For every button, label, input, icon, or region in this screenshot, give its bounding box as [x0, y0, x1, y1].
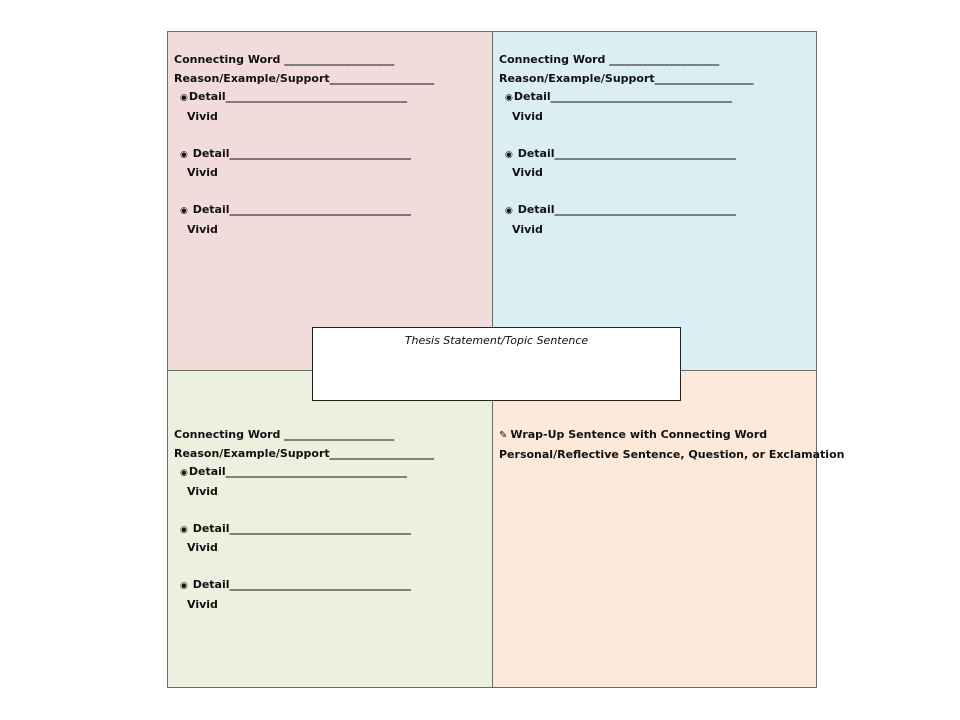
detail-line [174, 201, 492, 221]
detail-line [174, 520, 492, 540]
thesis-label: Thesis Statement/Topic Sentence [404, 334, 589, 347]
vivid-line: Vivid [187, 166, 218, 179]
detail-line [499, 201, 816, 221]
eye-icon: ◉ [180, 581, 188, 591]
quadrant-top-left [168, 32, 493, 371]
connecting-word-line: Connecting Word ____________________ [174, 53, 395, 66]
vivid-line: Vivid [187, 597, 218, 611]
wrapup-line [499, 426, 816, 446]
connecting-word-line: Connecting Word ____________________ [174, 428, 395, 441]
detail-text: Detail_________________________________ [188, 146, 412, 160]
vivid-line: Vivid [187, 484, 218, 498]
vivid-line: Vivid [512, 166, 543, 179]
wrapup-text: Wrap-Up Sentence with Connecting Word [510, 428, 768, 441]
vivid-line: Vivid [512, 109, 543, 123]
vivid-line: Vivid [187, 541, 218, 554]
thesis-box [312, 327, 681, 401]
detail-line [174, 145, 492, 165]
vivid-line: Vivid [187, 222, 218, 236]
detail-text: Detail_________________________________ [188, 465, 408, 478]
detail-text: Detail_________________________________ [513, 90, 733, 103]
detail-text: Detail_________________________________ [513, 203, 737, 216]
reason-line: Reason/Example/Support__________________ [499, 71, 754, 85]
eye-icon: ◉ [180, 524, 188, 535]
detail-line [499, 145, 816, 165]
detail-text: Detail_________________________________ [513, 146, 737, 160]
reason-line: Reason/Example/Support___________________ [174, 446, 435, 460]
reason-line: Reason/Example/Support___________________ [174, 71, 435, 85]
eye-icon: ◉ [505, 149, 513, 160]
quadrant-bottom-left [168, 371, 493, 687]
pencil-icon: ✎ [499, 430, 508, 441]
connecting-word-line: Connecting Word ____________________ [499, 53, 720, 66]
vivid-line: Vivid [512, 222, 543, 236]
personal-line: Personal/Reflective Sentence, Question, or Exclamation [499, 447, 845, 461]
detail-text: Detail_________________________________ [188, 578, 412, 591]
eye-icon: ◉ [505, 93, 513, 103]
eye-icon: ◉ [180, 149, 188, 160]
detail-line [174, 576, 492, 596]
eye-icon: ◉ [180, 206, 188, 216]
eye-icon: ◉ [180, 468, 188, 478]
detail-text: Detail_________________________________ [188, 521, 412, 535]
eye-icon: ◉ [180, 93, 188, 103]
detail-line [174, 463, 492, 483]
detail-line [499, 88, 816, 108]
detail-text: Detail_________________________________ [188, 203, 412, 216]
detail-text: Detail_________________________________ [188, 90, 408, 103]
quadrant-bottom-right [493, 371, 845, 687]
vivid-line: Vivid [187, 109, 218, 123]
detail-line [174, 88, 492, 108]
quadrant-top-right [493, 32, 816, 371]
eye-icon: ◉ [505, 206, 513, 216]
